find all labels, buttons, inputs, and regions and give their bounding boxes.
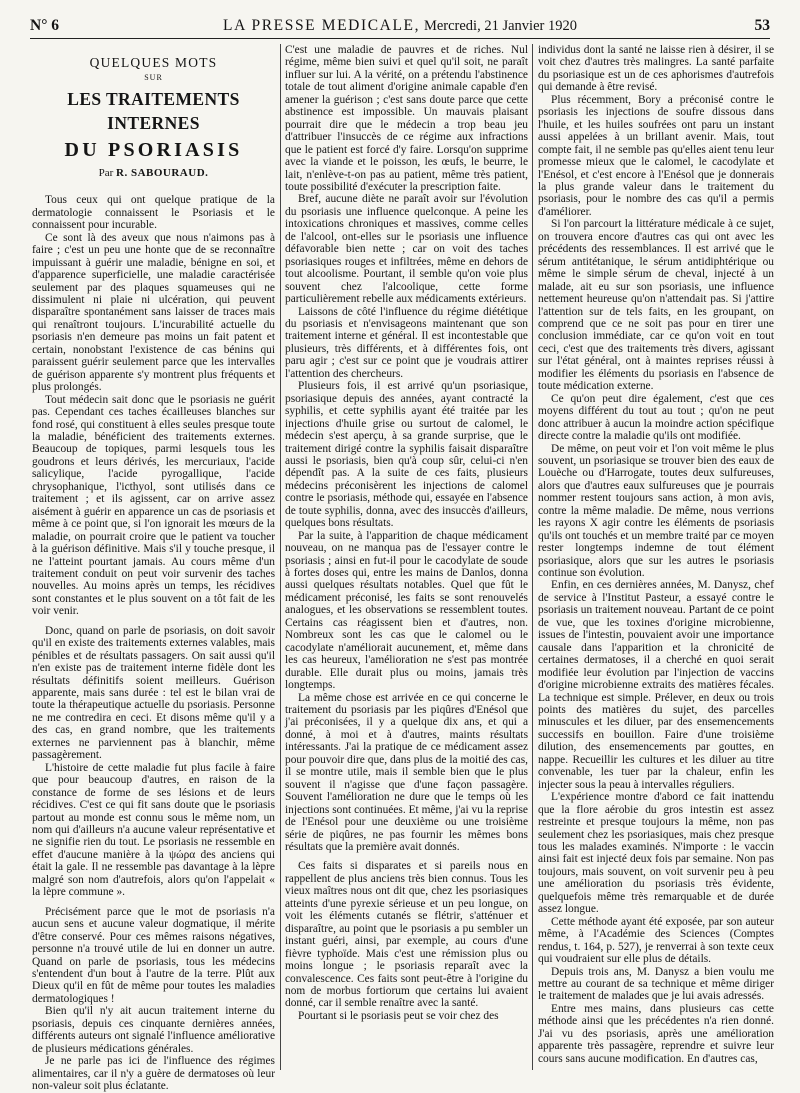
issue-date: Mercredi, 21 Janvier 1920 (423, 18, 577, 34)
page-number: 53 (754, 17, 770, 34)
column-rule (532, 44, 533, 1070)
paragraph: Pourtant si le psoriasis peut se voir chez des (298, 1009, 499, 1022)
header-rule (30, 38, 770, 39)
page-header (30, 14, 770, 38)
paragraph: Si l'on parcourt la littérature médicale à ce sujet, on trouvera encore d'autres cas qui ont avec les précédents des ressemblances. Il est arrivé que le sérum antitétanique, le sérum antidiphtérique ou même le simple sérum de cheval, injecté à un malade, ait eu sur son psoriasis, une influence nettement heureuse qu'on n'attendait pas. Si j'attire l'attention sur de tels faits, en les groupant, on comprend que ce ne soit pas pour en tirer une conclusion immédiate, car ce qu'on voit en tout ceci, c'est que des traitements très divers, agissant sur l'état général, ont à maintes reprises réussi à modifier les éléments du psoriasis en l'absence de toute médication externe. (538, 218, 774, 393)
article-title-block (32, 57, 275, 179)
paragraph: Tous ceux qui ont quelque pratique de la dermatologie connaissent le Psoriasis et le connaissent pour incurable. (32, 194, 275, 232)
running-head (30, 14, 770, 38)
article-title-line2: DU PSORIASIS (64, 138, 243, 161)
paragraph: La même chose est arrivée en ce qui concerne le traitement du psoriasis par les piqûres d'Enésol que j'ai préconisées, il y a quelque dix ans, et qui a donné, à moi et à d'autres, maints résultats intéressants. J'ai la pratique de ce médicament assez pour pouvoir dire que, dans plus de la moitié des cas, il se montre utile, mais il semble bien que le plus souvent il n'agisse que d'une façon passagère. Souvent l'amélioration ne dure que le temps où les injections sont continuées. Et même, j'ai vu la reprise de l'Enésol pour une deuxième ou une troisième série de piqûres, ne pas fournir les mêmes bons résultats que la première avait donnés. (285, 691, 528, 853)
paragraph: Plusieurs fois, il est arrivé qu'un psoriasique, psoriasique depuis des années, ayant contracté la syphilis, et cette syphilis ayant été traitée par les injections d'huile grise ou surtout de calomel, le médecin s'est aperçu, à sa grande surprise, que le traitement dirigé contre la syphilis faisait disparaître aussi le psoriasis, bien qu'à coup sûr, celui-ci n'en dépendît pas. A la suite de ces faits, plusieurs médecins préconisèrent les injections de calomel contre le psoriasis, méthode qui, essayée en l'absence de toute syphilis, donna, avec des insuccès d'ailleurs, quelques bons résultats. (285, 380, 528, 530)
column-3 (538, 44, 774, 1072)
byline (32, 167, 275, 179)
paragraph: Entre mes mains, dans plusieurs cas cette méthode ainsi que les précédentes n'a rien donné. J'ai vu des psoriasis, après une amélioration apparente très passagère, reprendre et suivre leur cours sans aucune modification. En d'autres cas, (538, 1002, 774, 1065)
paragraph: individus dont la santé ne laisse rien à désirer, il se voit chez d'autres très malingres. La santé parfaite du psoriasique est un de ces aphorismes d'autrefois qui demande à être revisé. (538, 44, 774, 94)
paragraph: Bref, aucune diète ne paraît avoir sur l'évolution du psoriasis une influence quelconque. A peine les intoxications chroniques et massives, comme celles de l'alcool, ont-elles sur le psoriasis une influence défavorable bien nette ; car on voit des taches psoriasiques rouges et infiltrées, même en dehors de tout alcoolisme. Pourtant, il semble qu'on voie plus souvent chez l'alcoolique, cette forme particulièrement rebelle aux médicaments extérieurs. (285, 193, 528, 306)
paragraph: Donc, quand on parle de psoriasis, on doit savoir qu'il en existe des traitements externes valables, mais pénibles et de résultats passagers. On sait aussi qu'il n'en existe pas de traitement interne fidèle dont les résultats définitifs soient meilleurs. Guérison apparente, mais sans durée : tel est le bilan vrai de toute la thérapeutique actuelle du psoriasis. Personne ne me contredira en ceci. Et disons même qu'il y a des cas, en grand nombre, que les traitements externes ne parviennent pas à blanchir, même passagèrement. (32, 624, 275, 762)
article-title-line1: LES TRAITEMENTS INTERNES (67, 88, 240, 133)
paragraph: Précisément parce que le mot de psoriasis n'a aucun sens et aucune valeur dogmatique, il mérite d'être conservé. Pour ces mêmes raisons négatives, personne n'a trouvé utile de lui en donner un autre. Quand on parle de psoriasis, tous les médecins s'entendent d'un bout à l'autre de la terre. Plût aux Dieux qu'il en fût de même pour toutes les maladies dermatologiques ! (32, 905, 275, 1005)
article-sur: SUR (144, 73, 163, 83)
column-rule (280, 44, 281, 1070)
paragraph: C'est une maladie de pauvres et de riches. Nul régime, même bien suivi et quel qu'il soit, ne paraît influer sur lui. A la vérité, on a prétendu l'abstinence totale de tout aliment d'origine animale capable d'en amener la guérison ; c'est sans doute parce que cette abstinence est impossible. Un mauvais plaisant pourrait dire que le médecin a trop beau jeu d'attribuer l'insuccès de ce régime aux infractions que le patient est forcé d'y faire. Lorsqu'on supprime avec la viande et le poisson, les œufs, le beurre, le lait, n'enlève-t-on pas au patient, même très patient, toute possibilité d'exécuter la prescription faite. (285, 44, 528, 193)
paragraph: Bien qu'il n'y ait aucun traitement interne du psoriasis, depuis ces cinquante dernières années, différents auteurs ont signalé l'influence améliorative de plusieurs médications générales. (32, 1005, 275, 1055)
paragraph: Tout médecin sait donc que le psoriasis ne guérit pas. Cependant ces taches écailleuses blanches sur fond rosé, qui constituent à elles seules presque toute la maladie, bénéficient des traitements externes. Beaucoup de topiques, parmi lesquels tous les goudrons et leurs dérivés, les mercuriaux, l'acide salicylique, l'acide pyrogallique, l'acide chrysophanique, l'icthyol, sont utilisés dans ce traitement ; et ils agissent, car on arrive assez aisément à guérir en apparence un cas de psoriasis et même à ce point que, si l'on ignorait les mœurs de la maladie, on pourrait croire que le patient va toucher à la guérison définitive. Mais s'il y touche presque, il ne l'atteint pourtant jamais. Au cours même d'un traitement conduit on peut voir survenir des taches nouvelles. Au moins après un temps, les récidives sont constantes et le plus souvent on a tôt fait de les voir venir. (32, 393, 275, 618)
paragraph: Plus récemment, Bory a préconisé contre le psoriasis les injections de soufre dissous dans l'huile, et les huiles soufrées ont paru un instant aussi appelées à un brillant avenir. Mais, tout compte fait, il ne semble pas qu'elles aient tenu leur promesse mieux que le calomel, le cacodylate et l'Enésol, et c'est encore à l'Enésol que je donnerais la plus grande valeur dans le traitement du psoriasis, pour le nombre des cas qu'il a permis d'améliorer. (538, 93, 774, 218)
paragraph: L'expérience montre d'abord ce fait inattendu que la flore aérobie du gros intestin est assez restreinte et presque toujours la même, non pas seulement chez les psoriasiques, mais chez presque tous les malades examinés. N'importe : le vaccin ainsi fait est injecté deux fois par semaine. Non pas toujours, mais souvent, on voit survenir peu à peu une amélioration du psoriasis très évidente, quelquefois même très remarquable et de durée assez longue. (538, 791, 774, 916)
journal-title: LA PRESSE MEDICALE, (223, 17, 421, 34)
paragraph: De même, on peut voir et l'on voit même le plus souvent, un psoriasique se trouver bien des eaux de Louèche ou d'Harrogate, toutes deux sulfureuses, alors que d'autres eaux sulfureuses que je pourrais nommer restent toujours sans action, à mon avis, contre la même maladie. De même, nous verrions les rayons X agir contre les éléments de psoriasis qu'ils ont touchés et un membre traité par ce moyen rester longtemps indemne de tout élément psoriasique, alors que sur les autres le psoriasis continue son évolution. (538, 442, 774, 580)
paragraph: Par la suite, à l'apparition de chaque médicament nouveau, on ne manqua pas de l'essayer contre le psoriasis ; ainsi en fut-il pour le cacodylate de soude à fortes doses qui, entre les mains de Danlos, donna aussi quelques résultats notables. Quel que fût le médicament préconisé, les faits se sont renouvelés analogues, et les observations se ressemblent toutes. Certains cas réagissent bien et d'autres, non. Nombreux sont les cas que le calomel ou le cacodylate n'améliorait aucunement, et, même dans les cas heureux, l'amélioration ne s'est pas montrée durable. Elle durait plus ou moins, jamais très longtemps. (285, 529, 528, 692)
paragraph: Je ne parle pas ici de l'influence des régimes alimentaires, car il n'y a guère de dermatoses où leur non-valeur soit plus éclatante. (32, 1055, 275, 1093)
paragraph: L'histoire de cette maladie fut plus facile à faire que pour beaucoup d'autres, en raison de la constance de forme de ses lésions et de leurs récidives. C'est ce qui fit sans doute que le psoriasis partout au monde est connu sous le même nom, un nom qui d'ailleurs n'a aucune valeur représentative et ne signifie rien du tout. Le psoriasis ne ressemble en effet d'aucune manière à la ψώρα des anciens qui était la gale. Il ne ressemble pas davantage à la lèpre malgré son nom d'autrefois, alors qu'on l'appelait « la lèpre commune ». (32, 761, 275, 899)
paragraph: Ce sont là des aveux que nous n'aimons pas à faire ; c'est un peu une honte que de se reconnaître impuissant à guérir une maladie, bénigne en soi, et d'apparence superficielle, une maladie caractérisée seulement par des plaques squameuses qui ne dissimulent ni plaie ni ulcération, qui peuvent disparaître spontanément sans laisser de traces mais qui renaîtront toujours. L'incurabilité actuelle du psoriasis n'en demeure pas moins un fait patent et certain, nonobstant l'existence de cas bénins qui paraissent guérir seulement parce que les intervalles de guérison apparente s'y montrent plus fréquents et plus prolongés. (32, 231, 275, 394)
paragraph: Depuis trois ans, M. Danysz a bien voulu me mettre au courant de sa technique et même diriger le traitement de malades que je lui avais adressés. (538, 965, 774, 1003)
paragraph: Ces faits si disparates et si pareils nous en rappellent de plus anciens très bien connus. Tous les vieux maîtres nous ont dit que, chez les psoriasiques atteints d'une pyrexie sérieuse et un peu longue, on voit les éléments cutanés se flétrir, s'atténuer et disparaître, au point que le psoriasis a pu sembler un instant guéri, ainsi, par exemple, au cours d'une fièvre typhoïde. Mais c'est une rémission plus ou moins longue ; le psoriasis reparaît avec la convalescence. Ces faits sont peut-être à l'origine du nom de morbus fortiorum que certains lui avaient donné, car il semble renaître avec la santé. (285, 860, 528, 1010)
author-name: R. SABOURAUD. (116, 166, 209, 179)
column-1 (32, 44, 275, 1093)
byline-prefix: Par (98, 166, 114, 179)
paragraph: Cette méthode ayant été exposée, par son auteur même, à l'Académie des Sciences (Comptes rendus, t. 164, p. 527), je renverrai à son texte ceux qui voudraient sur elle plus de détails. (538, 915, 774, 966)
paragraph: Ce qu'on peut dire également, c'est que ces moyens différent du tout au tout ; qu'on ne peut donc attribuer à aucun la moindre action spécifique directe contre la maladie qu'ils ont modifiée. (538, 392, 774, 443)
column-2 (285, 44, 528, 1072)
article-kicker: QUELQUES MOTS (89, 55, 218, 70)
issue-number: N° 6 (30, 17, 60, 34)
paragraph: Laissons de côté l'influence du régime diététique du psoriasis et n'envisageons maintenant que son traitement interne et général. Il est incontestable que plusieurs, très différents, et à différentes fois, ont paru agir ; c'est sur ce point que je voudrais attirer l'attention des chercheurs. (285, 305, 528, 380)
paragraph: Enfin, en ces dernières années, M. Danysz, chef de service à l'Institut Pasteur, a essayé contre le psoriasis un traitement nouveau. Partant de ce point de vue, que les toxines d'origine microbienne, issues de l'intestin, pouvaient avoir une importance causale dans l'apparition et la chronicité de certaines dermatoses, il a cherché en quoi serait modifiée leur évolution par l'injection de vaccins d'origine microbienne extraits des matières fécales. La technique est simple. Prélever, en deux ou trois points des matières du sujet, des parcelles minuscules et les diluer, par des ensemencements successifs en bouillon. Faire d'une troisième dilution, des ensemencements par gouttes, en nappe. Recueillir les cultures et les diluer au titre convenable, les tuer par la chaleur, enfin les injecter sous la peau à intervalles réguliers. (538, 579, 774, 791)
